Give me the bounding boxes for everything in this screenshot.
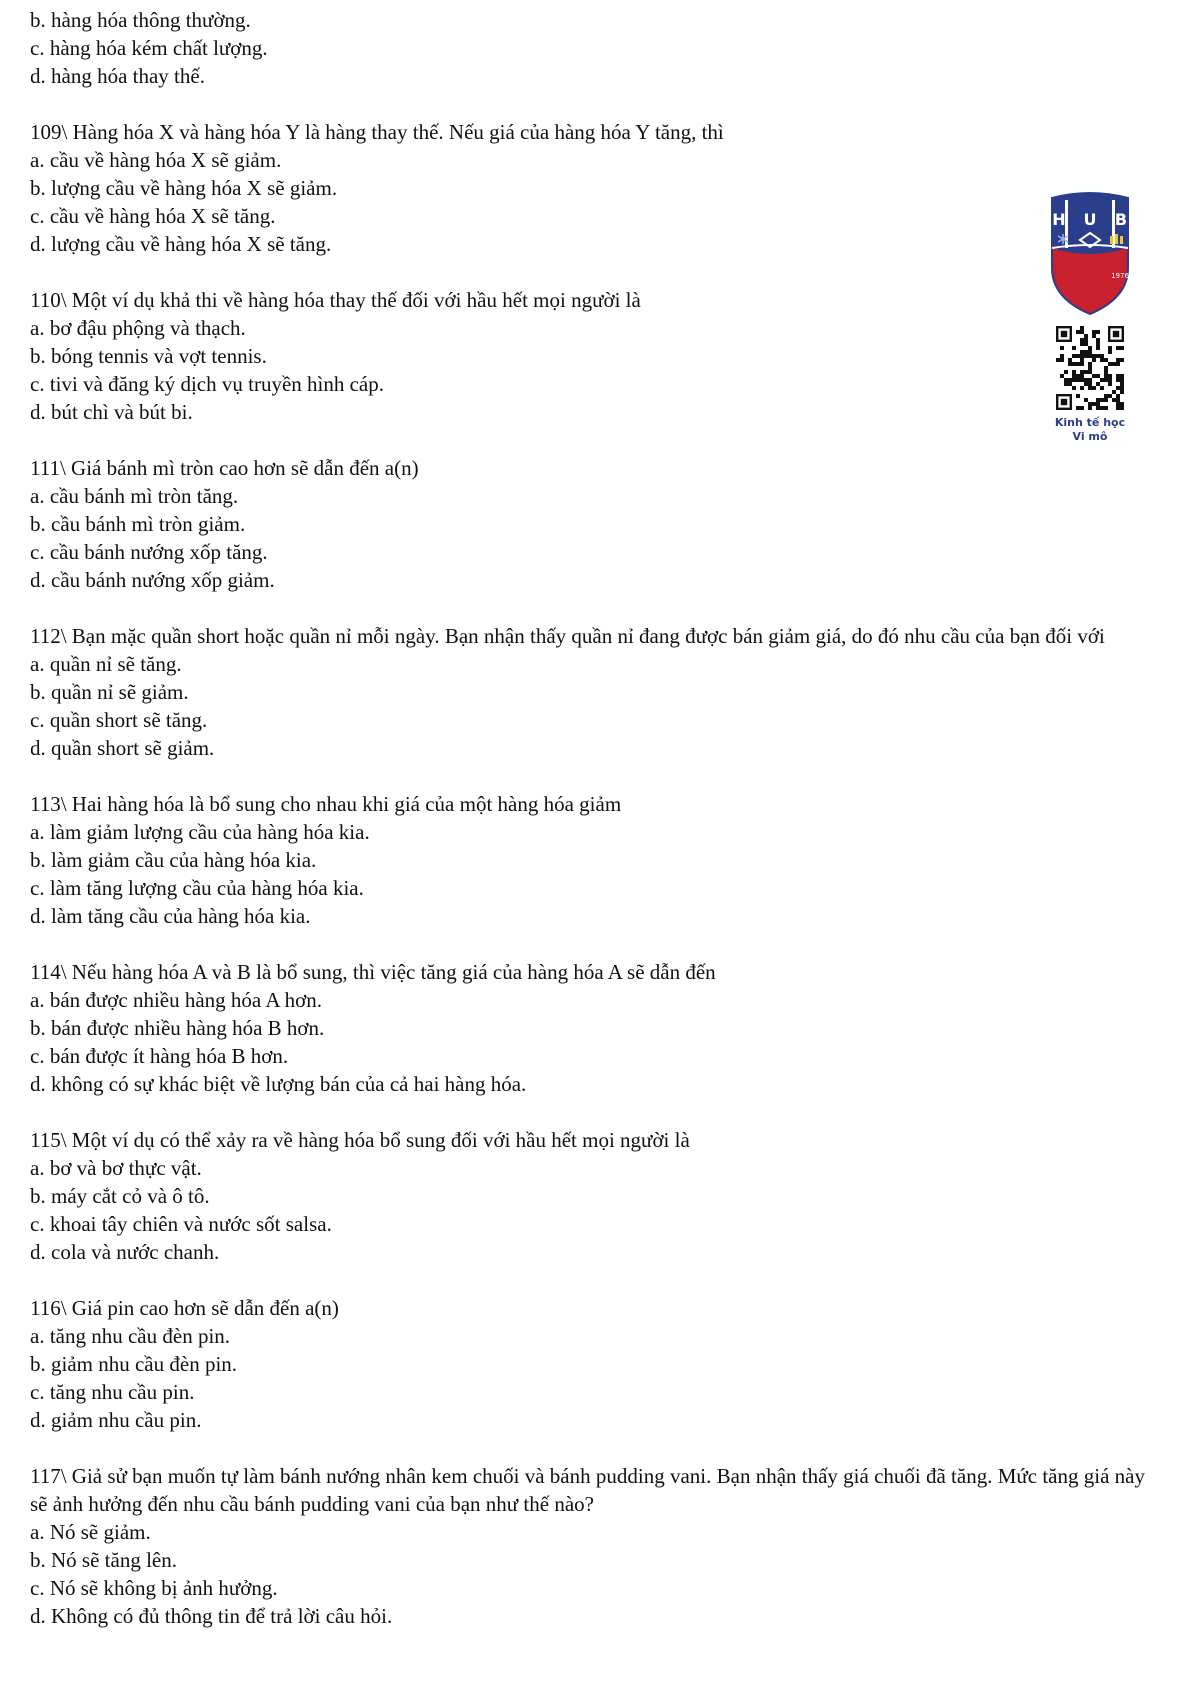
question-text: 117\ Giả sử bạn muốn tự làm bánh nướng nhân kem chuối và bánh pudding vani. Bạn nhận thấy giá chuối đã tăng. Mức tăng giá này sẽ ảnh hưởng đến nhu cầu bánh pudding vani của bạn như thế nào? bbox=[30, 1464, 1145, 1516]
option-line: c. làm tăng lượng cầu của hàng hóa kia. bbox=[30, 876, 364, 900]
option-line: d. cầu bánh nướng xốp giảm. bbox=[30, 568, 275, 592]
option-line: a. làm giảm lượng cầu của hàng hóa kia. bbox=[30, 820, 370, 844]
question-114 bbox=[30, 958, 1170, 1098]
intro-options bbox=[30, 6, 1170, 90]
logo-letter-h: H bbox=[1052, 210, 1066, 229]
option-line: a. tăng nhu cầu đèn pin. bbox=[30, 1324, 231, 1348]
question-text: 114\ Nếu hàng hóa A và B là bổ sung, thì việc tăng giá của hàng hóa A sẽ dẫn đến bbox=[30, 960, 716, 984]
option-line: c. hàng hóa kém chất lượng. bbox=[30, 36, 268, 60]
question-text: 116\ Giá pin cao hơn sẽ dẫn đến a(n) bbox=[30, 1296, 339, 1320]
option-line: b. lượng cầu về hàng hóa X sẽ giảm. bbox=[30, 176, 338, 200]
qr-code-icon bbox=[1056, 326, 1124, 410]
option-line: a. cầu về hàng hóa X sẽ giảm. bbox=[30, 148, 282, 172]
question-text: 109\ Hàng hóa X và hàng hóa Y là hàng thay thế. Nếu giá của hàng hóa Y tăng, thì bbox=[30, 120, 724, 144]
logo-letter-u: U bbox=[1083, 210, 1097, 229]
option-line: c. tăng nhu cầu pin. bbox=[30, 1380, 195, 1404]
logo-caption-subject: Kinh tế học bbox=[1054, 416, 1126, 429]
option-line: a. bơ và bơ thực vật. bbox=[30, 1156, 202, 1180]
option-line: b. Nó sẽ tăng lên. bbox=[30, 1548, 177, 1572]
option-line: d. giảm nhu cầu pin. bbox=[30, 1408, 202, 1432]
option-line: d. hàng hóa thay thế. bbox=[30, 64, 205, 88]
option-line: d. làm tăng cầu của hàng hóa kia. bbox=[30, 904, 311, 928]
option-line: b. cầu bánh mì tròn giảm. bbox=[30, 512, 246, 536]
option-line: b. bóng tennis và vợt tennis. bbox=[30, 344, 267, 368]
option-line: c. cầu về hàng hóa X sẽ tăng. bbox=[30, 204, 276, 228]
option-line: b. quần nỉ sẽ giảm. bbox=[30, 680, 189, 704]
option-line: a. Nó sẽ giảm. bbox=[30, 1520, 151, 1544]
option-line: a. quần nỉ sẽ tăng. bbox=[30, 652, 182, 676]
question-112 bbox=[30, 622, 1170, 762]
question-115 bbox=[30, 1126, 1170, 1266]
option-line: b. máy cắt cỏ và ô tô. bbox=[30, 1184, 210, 1208]
option-line: b. làm giảm cầu của hàng hóa kia. bbox=[30, 848, 317, 872]
logo-caption-level: Vi mô bbox=[1072, 430, 1108, 443]
question-list bbox=[30, 6, 1170, 1658]
option-line: c. tivi và đăng ký dịch vụ truyền hình cáp. bbox=[30, 372, 384, 396]
option-line: d. cola và nước chanh. bbox=[30, 1240, 220, 1264]
question-text: 110\ Một ví dụ khả thi về hàng hóa thay thế đối với hầu hết mọi người là bbox=[30, 288, 641, 312]
option-line: c. bán được ít hàng hóa B hơn. bbox=[30, 1044, 289, 1068]
option-line: b. hàng hóa thông thường. bbox=[30, 8, 251, 32]
option-line: a. bán được nhiều hàng hóa A hơn. bbox=[30, 988, 322, 1012]
option-line: b. bán được nhiều hàng hóa B hơn. bbox=[30, 1016, 325, 1040]
question-text: 112\ Bạn mặc quần short hoặc quần nỉ mỗi ngày. Bạn nhận thấy quần nỉ đang được bán giảm giá, do đó nhu cầu của bạn đối với bbox=[30, 624, 1105, 648]
option-line: a. bơ đậu phộng và thạch. bbox=[30, 316, 246, 340]
question-116 bbox=[30, 1294, 1170, 1434]
option-line: d. bút chì và bút bi. bbox=[30, 400, 193, 424]
option-line: c. khoai tây chiên và nước sốt salsa. bbox=[30, 1212, 332, 1236]
question-109 bbox=[30, 118, 1170, 258]
question-text: 111\ Giá bánh mì tròn cao hơn sẽ dẫn đến a(n) bbox=[30, 456, 419, 480]
option-line: a. cầu bánh mì tròn tăng. bbox=[30, 484, 239, 508]
option-line: b. giảm nhu cầu đèn pin. bbox=[30, 1352, 238, 1376]
hub-logo bbox=[1040, 190, 1140, 443]
option-line: d. lượng cầu về hàng hóa X sẽ tăng. bbox=[30, 232, 332, 256]
logo-year: 1976 bbox=[1111, 272, 1129, 280]
question-110 bbox=[30, 286, 1170, 426]
question-text: 115\ Một ví dụ có thể xảy ra về hàng hóa bổ sung đối với hầu hết mọi người là bbox=[30, 1128, 690, 1152]
option-line: d. quần short sẽ giảm. bbox=[30, 736, 215, 760]
option-line: c. quần short sẽ tăng. bbox=[30, 708, 208, 732]
question-113 bbox=[30, 790, 1170, 930]
hub-shield-logo-icon bbox=[1040, 190, 1140, 320]
logo-letter-b: B bbox=[1114, 210, 1128, 229]
option-line: d. Không có đủ thông tin để trả lời câu hỏi. bbox=[30, 1604, 393, 1628]
option-line: c. Nó sẽ không bị ảnh hưởng. bbox=[30, 1576, 278, 1600]
option-line: c. cầu bánh nướng xốp tăng. bbox=[30, 540, 268, 564]
question-117 bbox=[30, 1462, 1170, 1630]
question-111 bbox=[30, 454, 1170, 594]
option-line: d. không có sự khác biệt về lượng bán của cả hai hàng hóa. bbox=[30, 1072, 527, 1096]
question-text: 113\ Hai hàng hóa là bổ sung cho nhau khi giá của một hàng hóa giảm bbox=[30, 792, 622, 816]
